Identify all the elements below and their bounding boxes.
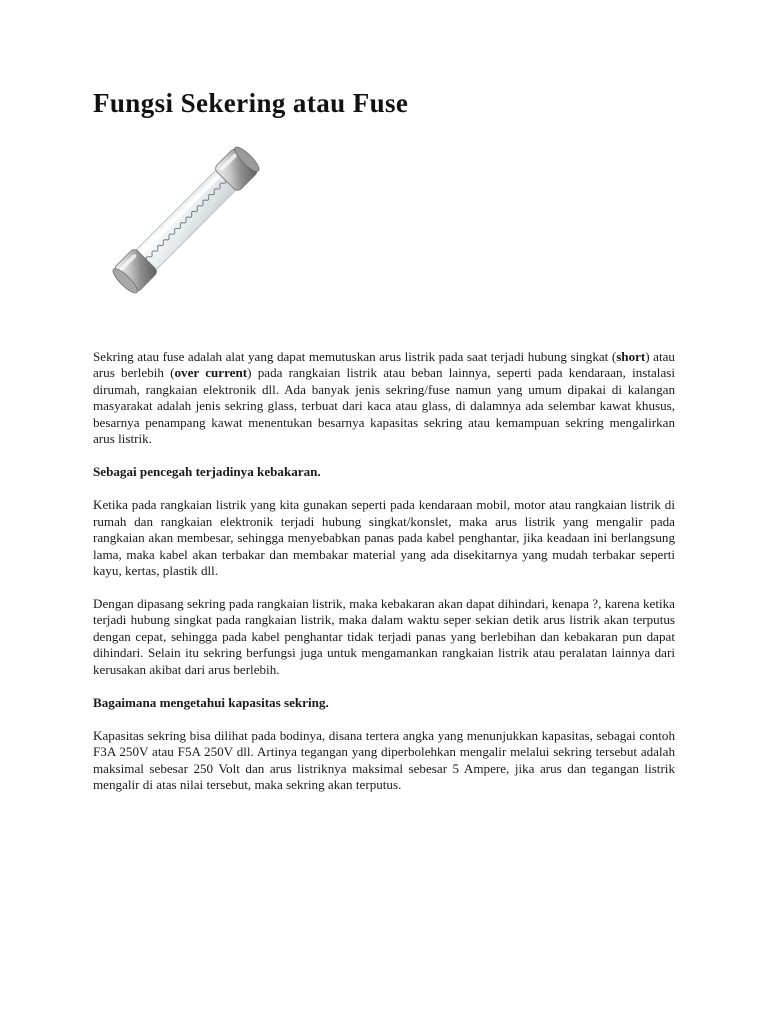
- section-heading-capacity: Bagaimana mengetahui kapasitas sekring.: [93, 694, 329, 710]
- glass-fuse-image: [96, 140, 276, 300]
- page-title: Fungsi Sekering atau Fuse: [93, 88, 409, 118]
- paragraph-capacity: Kapasitas sekring bisa dilihat pada bodinya, disana tertera angka yang menunjukkan kapasitas, sebagai contoh F3A 250V atau F5A 250V dll. Artinya tegangan yang diperbolehkan mengalir melalui sekring tersebut adalah maksimal sebesar 250 Volt dan arus listriknya maksimal sebesar 5 Ampere, jika arus dan tegangan listrik mengalir di atas nilai tersebut, maka sekring akan terputus.: [93, 727, 675, 793]
- intro-text-1: Sekring atau fuse adalah alat yang dapat memutuskan arus listrik pada saat terjadi hubung singkat (: [93, 349, 617, 364]
- intro-text-3: ) pada rangkaian listrik atau beban lainnya, seperti pada kendaraan, instalasi dirumah, rangkaian elektronik dll. Ada banyak jenis sekring/fuse namun yang umum dipakai di kalangan masyarakat adalah jenis sekring glass, terbuat dari kaca atau glass, di dalamnya ada selembar kawat khusus, besarnya penampang kawat menentukan besarnya kapasitas sekring atau kemampuan sekring mengalirkan arus listrik.: [93, 365, 675, 447]
- section-heading-fire-prevention: Sebagai pencegah terjadinya kebakaran.: [93, 464, 321, 480]
- intro-bold-over-current: over current: [174, 365, 248, 381]
- intro-bold-short: short: [616, 349, 646, 364]
- paragraph-fuse-protection: Dengan dipasang sekring pada rangkaian listrik, maka kebakaran akan dapat dihindari, kenapa ?, karena ketika terjadi hubung singkat pada rangkaian listrik, maka dalam waktu seper sekian detik arus listrik akan terputus dengan cepat, sehingga pada kabel penghantar tidak terjadi panas yang berlebihan dan kebakaran pun dapat dihindari. Selain itu sekring berfungsi juga untuk mengamankan rangkaian listrik atau peralatan lainnya dari kerusakan akibat dari arus berlebih.: [93, 595, 675, 677]
- article-body: [93, 349, 675, 810]
- intro-paragraph: [93, 349, 675, 448]
- paragraph-short-circuit: Ketika pada rangkaian listrik yang kita gunakan seperti pada kendaraan mobil, motor atau rangkaian listrik di rumah dan rangkaian elektronik terjadi hubung singkat/konslet, maka arus listrik yang mengalir pada rangkaian akan membesar, sehingga menyebabkan panas pada kabel penghantar, jika keadaan ini berlangsung lama, maka kabel akan terbakar dan membakar material yang ada disekitarnya yang mudah terbakar seperti kayu, kertas, plastik dll.: [93, 497, 675, 578]
- intro-text-2: ) atau arus berlebih (: [93, 349, 675, 381]
